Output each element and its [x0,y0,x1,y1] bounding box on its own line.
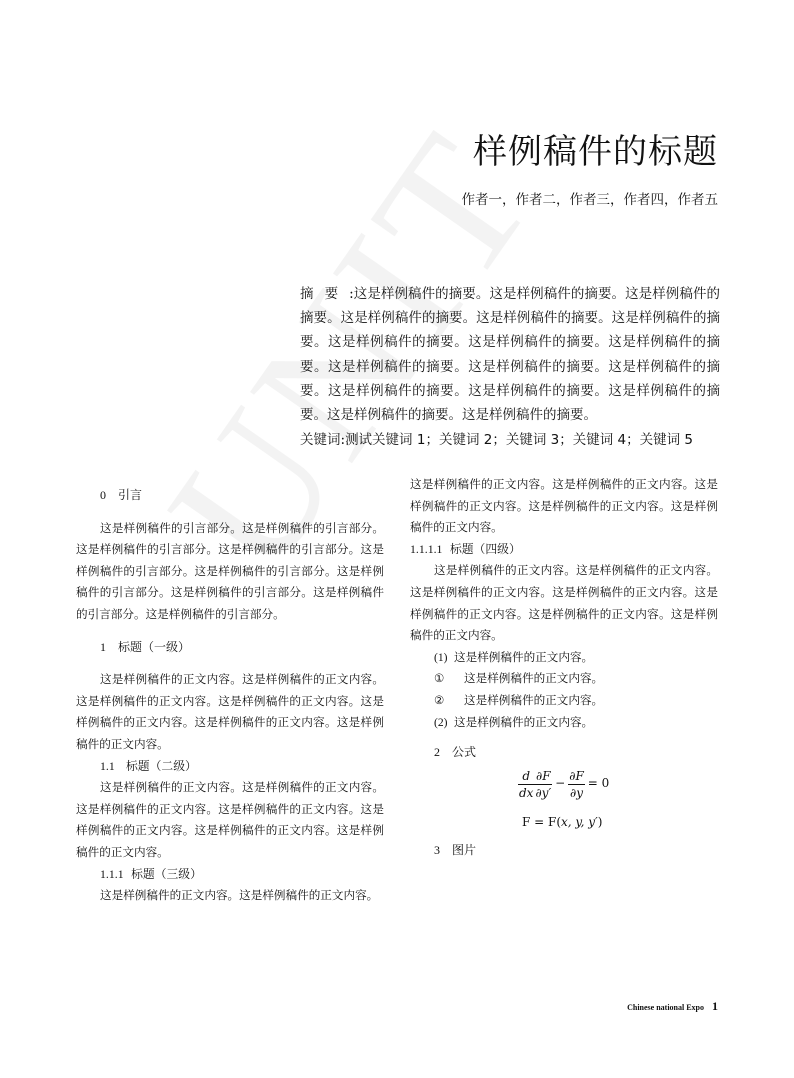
section-title: 标题（四级） [449,541,521,556]
equation-euler-lagrange [518,768,612,801]
section-heading-level1 [76,637,384,659]
section-number: 1 [100,639,106,654]
section-number: 0 [100,488,106,502]
list-text: 这是样例稿件的正文内容。 [454,649,594,664]
page-number: 1 [712,999,718,1013]
operator: − [555,776,566,791]
section-heading-level4 [410,539,718,561]
list-text: 这是样例稿件的正文内容。 [464,692,604,707]
left-column [76,485,384,907]
section-heading-formula [410,742,718,764]
list-marker: ② [434,693,445,707]
formula-block [410,768,718,840]
abstract-label-colon: : [349,286,354,302]
fraction: $\frac{\partial F}{\partial y}$ [569,768,584,800]
list-marker: (2) [434,715,448,729]
paper-title: 样例稿件的标题 [473,132,718,172]
author-list: 作者一，作者二，作者三，作者四，作者五 [461,192,718,208]
abstract [300,282,720,452]
section-title: 引言 [118,488,143,502]
list-item [410,690,718,712]
section-heading-introduction [76,485,384,507]
section-heading-level3 [76,864,384,886]
section-number: 1.1.1 [100,866,124,881]
list-item [410,647,718,669]
section-number: 1.1 [100,758,115,773]
journal-name: Chinese national Expo [627,1003,704,1012]
body-paragraph: 这是样例稿件的正文内容。这是样例稿件的正文内容。这是样例稿件的正文内容。这是样例稿件的正文内容。这是样例稿件的正文内容。 [410,477,718,535]
equation-rhs: = 0 [587,776,610,791]
list-marker: (1) [434,650,448,664]
section-number: 3 [434,842,440,857]
list-item [410,668,718,690]
keywords-line [300,428,720,452]
section-number: 2 [434,745,440,760]
fraction: $\frac{\partial F}{\partial y'}$ [535,768,552,800]
abstract-label: 摘要 [300,286,350,302]
fraction: $\frac{d}{dx}$ [519,768,534,800]
abstract-body [300,282,720,427]
intro-paragraph: 这是样例稿件的引言部分。这是样例稿件的引言部分。这是样例稿件的引言部分。这是样例稿件的引言部分。这是样例稿件的引言部分。这是样例稿件的引言部分。这是样例稿件的引言部分。这是样例稿件的引言部分。这是样例稿件的引言部分。这是样例稿件的引言部分。 [76,520,384,621]
list-item [410,712,718,734]
body-paragraph: 这是样例稿件的正文内容。这是样例稿件的正文内容。 [100,888,379,903]
section-number: 1.1.1.1 [410,541,443,556]
section-title: 标题（三级） [131,866,202,881]
body-paragraph: 这是样例稿件的正文内容。这是样例稿件的正文内容。这是样例稿件的正文内容。这是样例稿件的正文内容。这是样例稿件的正文内容。这是样例稿件的正文内容。这是样例稿件的正文内容。 [76,672,384,751]
section-title: 图片 [452,842,477,857]
section-title: 公式 [452,745,477,760]
section-heading-figure [410,840,718,862]
abstract-text: 这是样例稿件的摘要。这是样例稿件的摘要。这是样例稿件的摘要。这是样例稿件的摘要。这是样例稿件的摘要。这是样例稿件的摘要。这是样例稿件的摘要。这是样例稿件的摘要。这是样例稿件的摘要。这是样例稿件的摘要。这是样例稿件的摘要。这是样例稿件的摘要。这是样例稿件的摘要。这是样例稿件的摘要。这是样例稿件的摘要。这是样例稿件的摘要。这是样例稿件的摘要。 [300,286,721,424]
page-footer [627,999,718,1014]
right-column [410,474,718,861]
section-title: 标题（二级） [126,758,197,773]
list-marker: ① [434,672,445,686]
equation-function: F = F(x, y, y′) [522,814,603,829]
keywords-label: 关键词: [300,432,346,449]
section-heading-level2 [76,756,384,778]
list-text: 这是样例稿件的正文内容。 [464,671,604,686]
keywords-text: 测试关键词 1；关键词 2；关键词 3；关键词 4；关键词 5 [345,432,693,449]
list-text: 这是样例稿件的正文内容。 [454,714,594,729]
body-paragraph: 这是样例稿件的正文内容。这是样例稿件的正文内容。这是样例稿件的正文内容。这是样例稿件的正文内容。这是样例稿件的正文内容。这是样例稿件的正文内容。这是样例稿件的正文内容。 [76,780,384,859]
body-paragraph: 这是样例稿件的正文内容。这是样例稿件的正文内容。这是样例稿件的正文内容。这是样例稿件的正文内容。这是样例稿件的正文内容。这是样例稿件的正文内容。这是样例稿件的正文内容。 [410,563,718,643]
section-title: 标题（一级） [118,639,191,654]
